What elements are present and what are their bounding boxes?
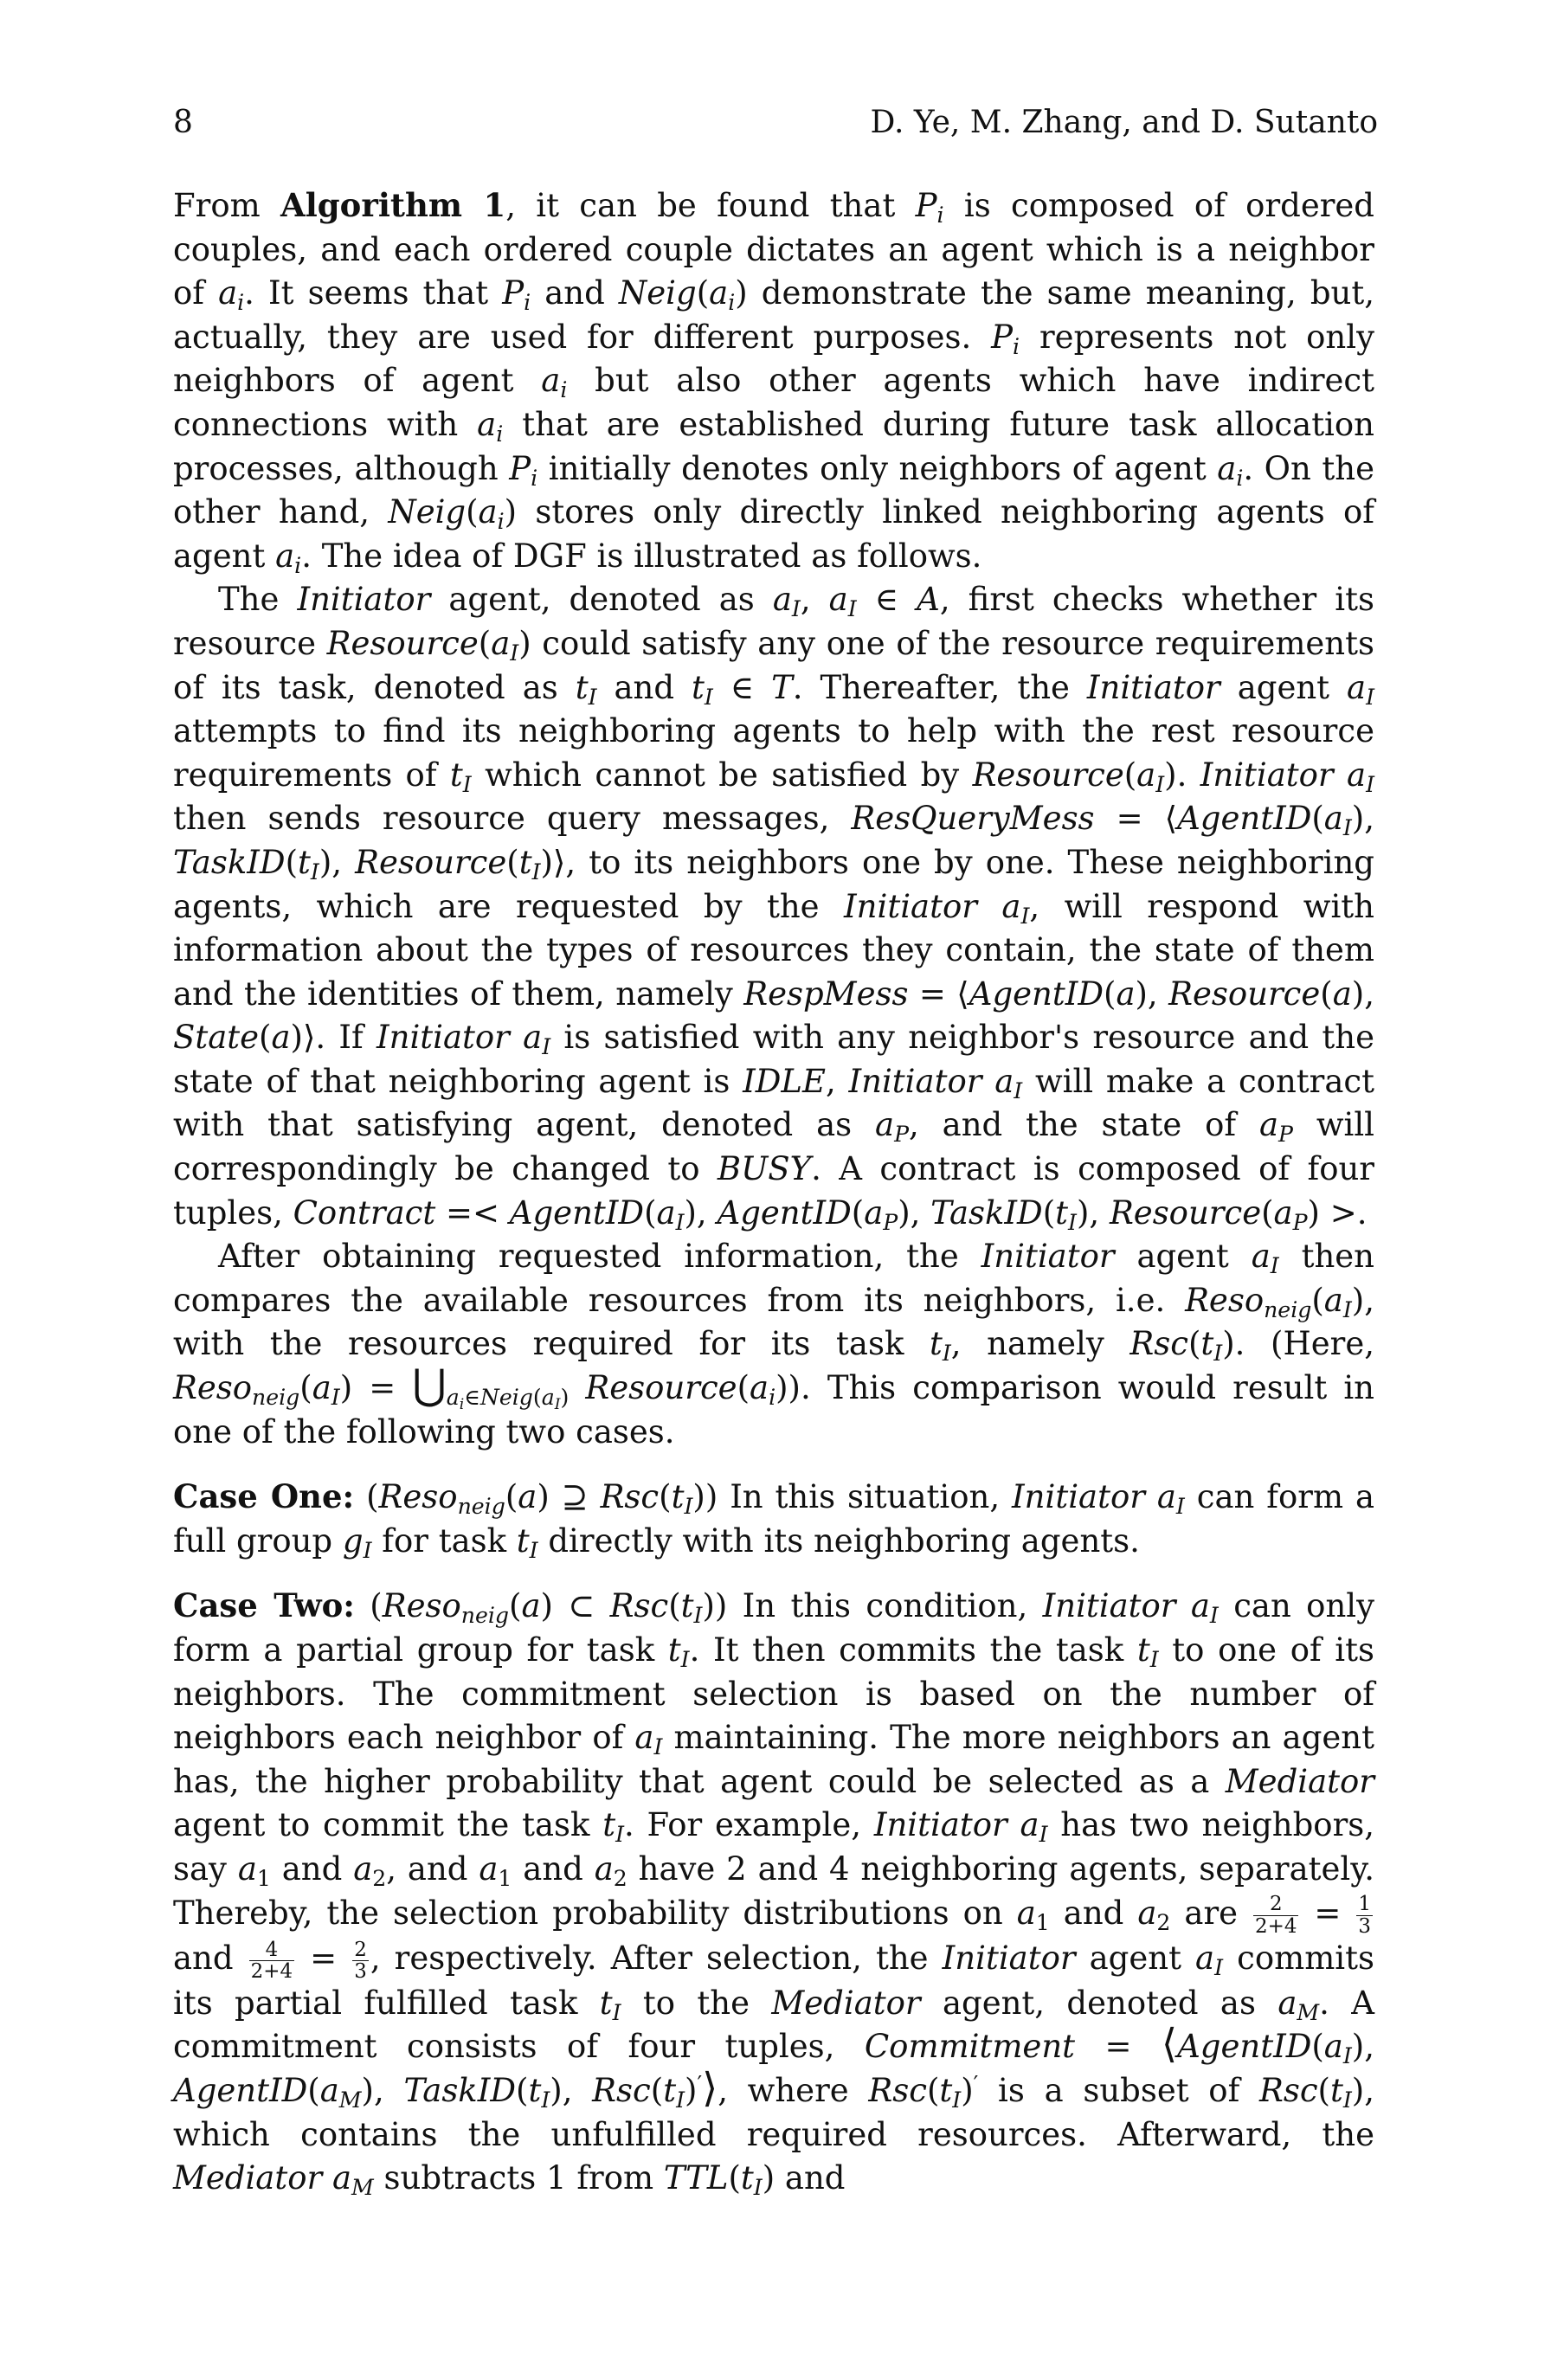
running-head-authors: D. Ye, M. Zhang, and D. Sutanto — [870, 105, 1378, 140]
paragraph: After obtaining requested information, the Initiator agent $a_I$ then compares the available resources from its neighbors, i.e. $Reso_{neig}(a_I)$, with the resources required for its task $t_I$, namely $Rsc(t_I)$. (Here, $Reso_{neig}(a_I)$ = $⋃_{a_i\in Neig(a_I)}$ $Resource(a_i)$). This comparison would result in one of the following two cases. — [173, 1238, 1375, 1451]
running-header — [173, 97, 1378, 149]
case-two-heading: Case Two: — [173, 1586, 355, 1625]
paragraph: Case Two: (Reso$_{neig}$(a) ⊂ $Rsc(t_I)$) In this condition, Initiator $a_I$ can only form a partial group for task $t_I$. It then commits the task $t_I$ to one of its neighbors. The commitment selection is based on the number of neighbors each neighbor of $a_I$ maintaining. The more neighbors an agent has, the higher probability that agent could be selected as a Mediator agent to commit the task $t_I$. For example, Initiator $a_I$ has two neighbors, say $a_1$ and $a_2$, and $a_1$ and $a_2$ have 2 and 4 neighboring agents, separately. Thereby, the selection probability distributions on $a_1$ and $a_2$ are $\frac{2}{2+4}$ = $\frac{1}{3}$ and $\frac{4}{2+4}$ = $\frac{2}{3}$ , respectively. After selection, the Initiator agent $a_I$ commits its partial fulfilled task $t_I$ to the Mediator agent, denoted as $a_M$. A commitment consists of four tuples, Commitment = $⟨AgentID(a_I)$, $AgentID(a_M)$, $TaskID(t_I)$, $Rsc(t_I)'⟩$, where $Rsc(t_I)'$ is a subset of $Rsc(t_I)$, which contains the unfulfilled required resources. Afterward, the Mediator $a_M$ subtracts 1 from $TTL(t_I)$ and — [173, 1586, 1375, 2201]
case-one-heading: Case One: — [173, 1477, 355, 1516]
paragraph: From Algorithm 1, it can be found that $P_i$ is composed of ordered couples, and each ordered couple dictates an agent which is a neighbor of $a_i$. It seems that $P_i$ and $Neig(a_i)$ demonstrate the same meaning, but, actually, they are used for different purposes. $P_i$ represents not only neighbors of agent $a_i$ but also other agents which have indirect connections with $a_i$ that are established during future task allocation processes, although $P_i$ initially denotes only neighbors of agent $a_i$. On the other hand, $Neig(a_i)$ stores only directly linked neighboring agents of agent $a_i$. The idea of DGF is illustrated as follows. — [173, 186, 1375, 578]
body-text — [173, 183, 1374, 2201]
algorithm-reference: Algorithm 1 — [280, 186, 506, 224]
page-number: 8 — [173, 105, 193, 140]
paragraph: Case One: (Reso$_{neig}$(a) ⊇ $Rsc(t_I)$) In this situation, Initiator $a_I$ can form a full group $g_I$ for task $t_I$ directly with its neighboring agents. — [173, 1477, 1374, 1563]
paragraph: The Initiator agent, denoted as $a_I$, $a_I$ ∈ A, first checks whether its resource $Resource(a_I)$ could satisfy any one of the resource requirements of its task, denoted as $t_I$ and $t_I$ ∈ T. Thereafter, the Initiator agent $a_I$ attempts to find its neighboring agents to help with the rest resource requirements of $t_I$ which cannot be satisfied by $Resource(a_I)$. Initiator $a_I$ then sends resource query messages, ResQueryMess = $⟨AgentID(a_I)$, $TaskID(t_I)$, $Resource(t_I)⟩$, to its neighbors one by one. These neighboring agents, which are requested by the Initiator $a_I$, will respond with information about the types of resources they contain, the state of them and the identities of them, namely RespMess = ⟨AgentID(a), Resource(a), State(a)⟩. If Initiator $a_I$ is satisfied with any neighbor's resource and the state of that neighboring agent is IDLE, Initiator $a_I$ will make a contract with that satisfying agent, denoted as $a_P$, and the state of $a_P$ will correspondingly be changed to BUSY. A contract is composed of four tuples, Contract =< $AgentID(a_I)$, $AgentID(a_P)$, $TaskID(t_I)$, $Resource(a_P)$ >. — [173, 581, 1375, 1235]
